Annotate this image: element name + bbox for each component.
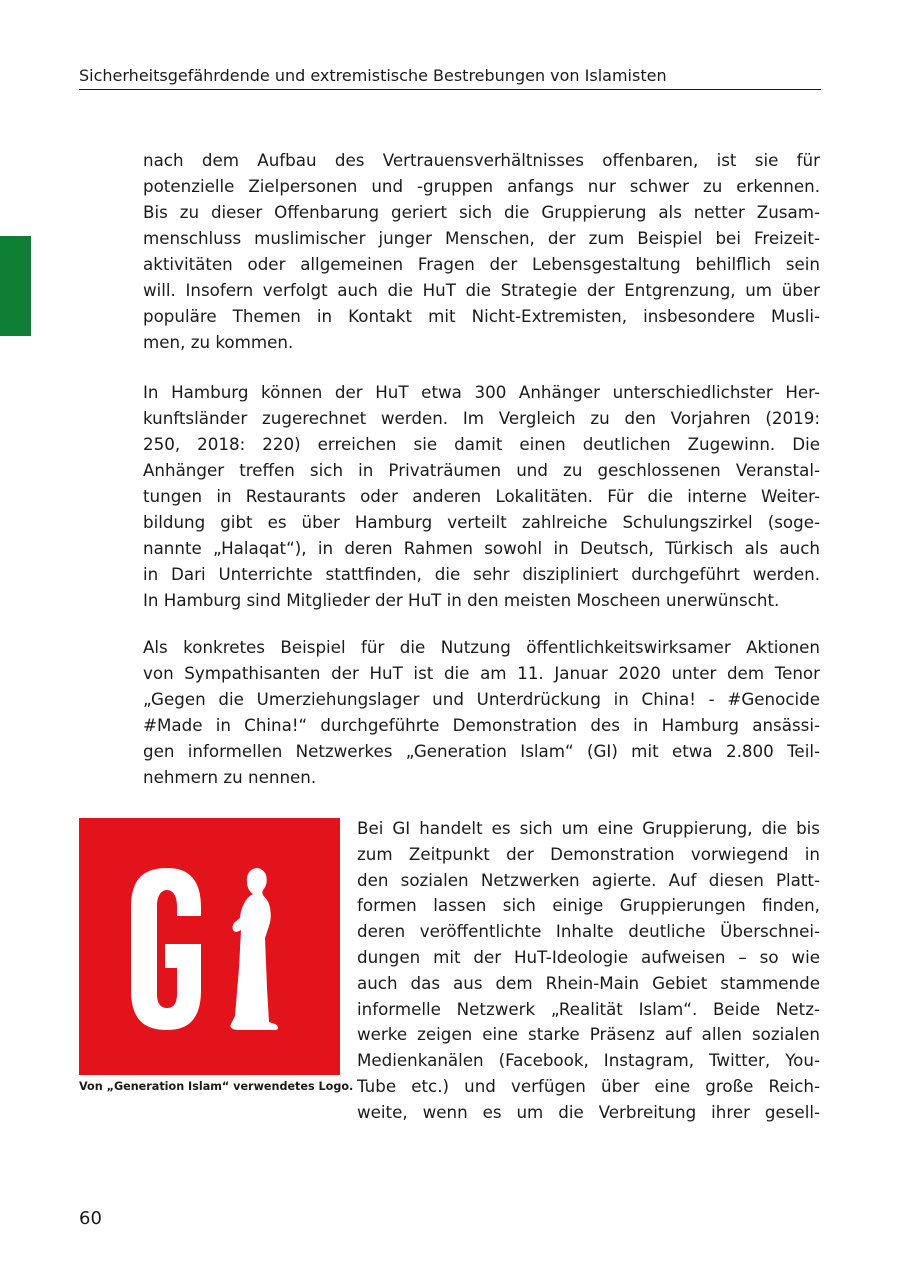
- text-line: deren veröffentlichte Inhalte deutliche Überschnei-: [357, 921, 820, 942]
- text-line: will. Insofern verfolgt auch die HuT die Strategie der Entgrenzung, um über: [143, 280, 820, 300]
- page-number: 60: [79, 1208, 102, 1229]
- text-line: formen lassen sich einige Gruppierungen finden,: [357, 895, 820, 916]
- text-line: potenzielle Zielpersonen und -gruppen anfangs nur schwer zu erkennen.: [143, 176, 820, 196]
- running-header: Sicherheitsgefährdende und extremistische Bestrebungen von Islamisten: [79, 66, 821, 90]
- text-line: nehmern zu nennen.: [143, 767, 317, 787]
- text-line: gen informellen Netzwerkes „Generation Islam“ (GI) mit etwa 2.800 Teil-: [143, 741, 820, 761]
- text-line: werke zeigen eine starke Präsenz auf allen sozialen: [357, 1024, 820, 1045]
- text-line: populäre Themen in Kontakt mit Nicht-Extremisten, insbesondere Musli-: [143, 306, 820, 326]
- text-line: In Hamburg sind Mitglieder der HuT in den meisten Moscheen unerwünscht.: [143, 590, 780, 610]
- text-line: von Sympathisanten der HuT ist die am 11. Januar 2020 unter dem Tenor: [143, 663, 820, 683]
- text-line: aktivitäten oder allgemeinen Fragen der Lebensgestaltung behilflich sein: [143, 254, 820, 274]
- paragraph-1: [143, 147, 820, 355]
- text-line: auch das aus dem Rhein-Main Gebiet stammende: [357, 972, 820, 993]
- text-line: 250, 2018: 220) erreichen sie damit einen deutlichen Zugewinn. Die: [143, 434, 820, 454]
- text-line: dungen mit der HuT-Ideologie aufweisen – so wie: [357, 946, 820, 967]
- chapter-side-tab: [0, 236, 31, 336]
- gi-logo-graphic: [79, 818, 340, 1075]
- text-line: Tube etc.) und verfügen über eine große Reich-: [357, 1075, 820, 1096]
- text-line: kunftsländer zugerechnet werden. Im Vergleich zu den Vorjahren (2019:: [143, 408, 820, 428]
- figure-caption: Von „Generation Islam“ verwendetes Logo.: [79, 1080, 354, 1093]
- text-line: nach dem Aufbau des Vertrauensverhältnisses offenbaren, ist sie für: [143, 150, 820, 170]
- text-line: den sozialen Netzwerken agierte. Auf diesen Platt-: [357, 869, 820, 890]
- text-line: Als konkretes Beispiel für die Nutzung öffentlichkeitswirksamer Aktionen: [143, 637, 820, 657]
- paragraph-4: [357, 816, 820, 1126]
- text-line: menschluss muslimischer junger Menschen, der zum Beispiel bei Freizeit-: [143, 228, 820, 248]
- text-line: „Gegen die Umerziehungslager und Unterdrückung in China! - #Genocide: [143, 689, 820, 709]
- text-line: zum Zeitpunkt der Demonstration vorwiegend in: [357, 843, 820, 864]
- text-line: #Made in China!“ durchgeführte Demonstration des in Hamburg ansässi-: [143, 715, 820, 735]
- paragraph-2: [143, 379, 820, 613]
- text-line: weite, wenn es um die Verbreitung ihrer gesell-: [357, 1101, 820, 1122]
- text-line: bildung gibt es über Hamburg verteilt zahlreiche Schulungszirkel (soge-: [143, 512, 820, 532]
- text-line: informelle Netzwerk „Realität Islam“. Beide Netz-: [357, 998, 820, 1019]
- text-line: nannte „Halaqat“), in deren Rahmen sowohl in Deutsch, Türkisch als auch: [143, 538, 820, 558]
- generation-islam-logo: [79, 818, 340, 1075]
- logo-letter-g: [131, 868, 201, 1030]
- text-line: Bei GI handelt es sich um eine Gruppierung, die bis: [357, 818, 820, 838]
- logo-standing-figure: [230, 868, 278, 1030]
- text-line: Anhänger treffen sich in Privaträumen und zu geschlossenen Veranstal-: [143, 460, 820, 480]
- paragraph-3: [143, 634, 820, 790]
- text-line: men, zu kommen.: [143, 332, 294, 352]
- text-line: In Hamburg können der HuT etwa 300 Anhänger unterschiedlichster Her-: [143, 382, 820, 402]
- text-line: tungen in Restaurants oder anderen Lokalitäten. Für die interne Weiter-: [143, 486, 820, 506]
- text-line: in Dari Unterrichte stattfinden, die sehr diszipliniert durchgeführt werden.: [143, 564, 820, 584]
- text-line: Medienkanälen (Facebook, Instagram, Twitter, You-: [357, 1050, 820, 1071]
- text-line: Bis zu dieser Offenbarung geriert sich die Gruppierung als netter Zusam-: [143, 202, 820, 222]
